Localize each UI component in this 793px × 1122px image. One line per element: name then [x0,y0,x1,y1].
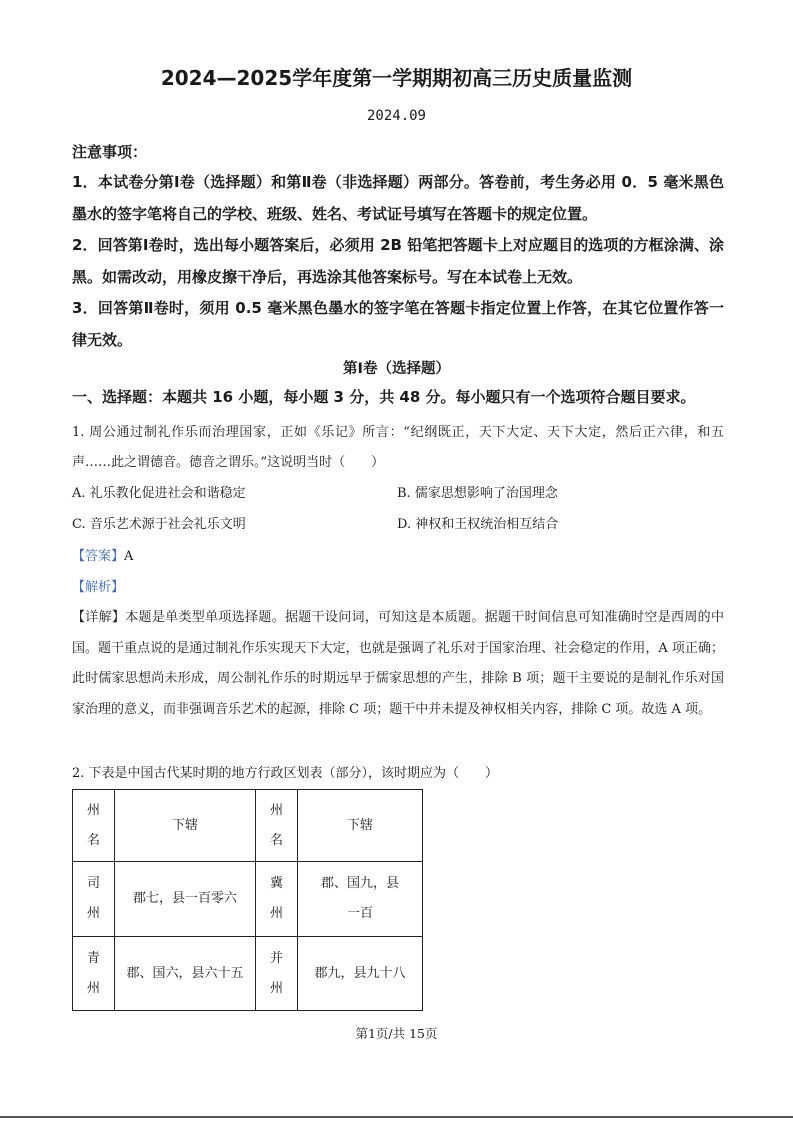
question-2-stem: 2. 下表是中国古代某时期的地方行政区划表（部分），该时期应为（ ） [72,766,499,781]
note-item: 1．本试卷分第Ⅰ卷（选择题）和第Ⅱ卷（非选择题）两部分。答卷前，考生务必用 0．5 毫米黑色墨水的签字笔将自己的学校、班级、姓名、考试证号填写在答题卡的规定位置。 [72,173,724,223]
option-d: D. 神权和王权统治相互结合 [397,517,559,532]
cell-state: 司州 [73,862,115,937]
exam-date: 2024.09 [366,108,426,124]
cell-sub: 郡九，县九十八 [298,937,423,1011]
part-title: 一、选择题：本题共 16 小题，每小题 3 分，共 48 分。每小题只有一个选项符合题目要求。 [72,388,696,406]
cell-state: 青州 [73,937,115,1011]
notes-heading: 注意事项： [72,143,148,161]
question-1-stem [72,418,724,478]
detail-text: 【详解】本题是单类型单项选择题。据题干设问词，可知这是本质题。据题干时间信息可知准确时空是西周的中国。题干重点说的是通过制礼作乐实现天下大定，也就是强调了礼乐对于国家治理、社会稳定的作用，A 项正确；此时儒家思想尚未形成，周公制礼作乐的时期远早于儒家思想的产生，排除 B 项；题干主要说的是制礼作乐对国家治理的意义，而非强调音乐艺术的起源，排除 C 项；题干中并未提及神权相关内容，排除 C 项。故选 A 项。 [72,610,724,717]
header-state-1: 州名 [73,790,115,862]
bottom-divider [0,1116,793,1118]
notes-list [72,167,724,356]
table-header-row [73,790,423,862]
analysis-label: 【解析】 [72,580,125,595]
answer-value: A [124,549,134,564]
answer-line [72,545,133,564]
note-item: 2．回答第Ⅰ卷时，选出每小题答案后，必须用 2B 铅笔把答题卡上对应题目的选项的方框涂满、涂黑。如需改动，用橡皮擦干净后，再选涂其他答案标号。写在本试卷上无效。 [72,236,724,286]
option-c: C. 音乐艺术源于社会礼乐文明 [72,517,246,532]
header-state-2: 州名 [256,790,298,862]
page-footer: 第1页/共 15页 [355,1026,438,1041]
cell-state: 冀州 [256,862,298,937]
cell-sub: 郡、国六，县六十五 [115,937,256,1011]
option-a: A. 礼乐教化促进社会和谐稳定 [72,486,246,501]
section-title: 第Ⅰ卷（选择题） [343,361,450,377]
admin-division-table [72,789,423,1011]
cell-sub: 郡、国九，县一百 [298,862,423,937]
cell-state: 并州 [256,937,298,1011]
question-1-text: 1. 周公通过制礼作乐而治理国家，正如《乐记》所言：“纪纲既正，天下大定、天下大定，然后正六律，和五声……此之谓德音。德音之谓乐。”这说明当时（ ） [72,425,724,470]
option-b: B. 儒家思想影响了治国理念 [397,486,558,501]
exam-title: 2024—2025学年度第一学期期初高三历史质量监测 [160,66,633,90]
question-1-detail [72,603,724,725]
header-sub-1: 下辖 [115,790,256,862]
header-sub-2: 下辖 [298,790,423,862]
answer-label: 【答案】 [72,549,125,564]
table-row [73,937,423,1011]
table-row [73,862,423,937]
cell-sub: 郡七，县一百零六 [115,862,256,937]
note-item: 3．回答第Ⅱ卷时，须用 0.5 毫米黑色墨水的签字笔在答题卡指定位置上作答，在其它位置作答一律无效。 [72,299,724,349]
